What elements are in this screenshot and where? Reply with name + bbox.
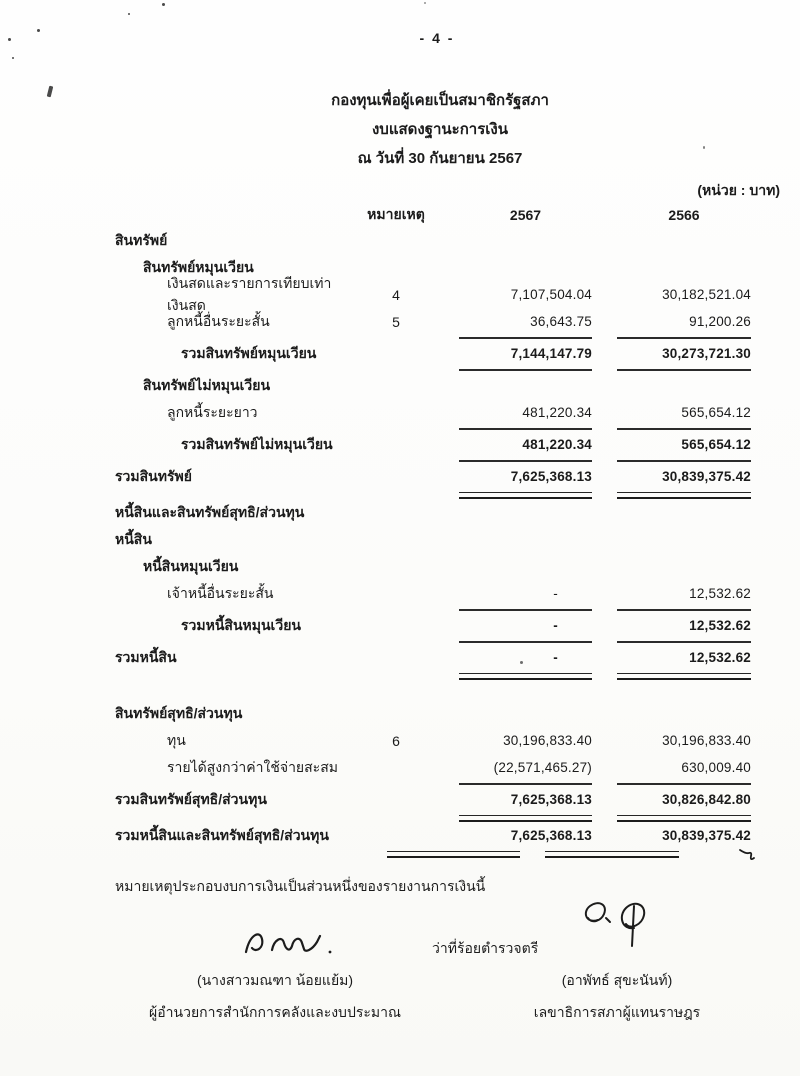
row-label: หนี้สินและสินทรัพย์สุทธิ/ส่วนทุน	[115, 503, 305, 520]
rule-line	[459, 783, 592, 785]
fund-name-title: กองทุนเพื่อผู้เคยเป็นสมาชิกรัฐสภา	[331, 92, 549, 109]
value-2566: 565,654.12	[681, 405, 751, 420]
row-label: สินทรัพย์ไม่หมุนเวียน	[143, 376, 271, 393]
row-label: รวมหนี้สินหมุนเวียน	[181, 616, 301, 633]
double-rule-line	[459, 815, 592, 822]
double-rule-row	[115, 671, 760, 680]
double-rule-line	[545, 851, 679, 858]
row-label: สินทรัพย์สุทธิ/ส่วนทุน	[115, 704, 243, 721]
column-header-row	[115, 203, 760, 227]
year-2566-column-header: 2566	[668, 207, 700, 223]
value-2567: 7,144,147.79	[510, 346, 592, 361]
table-row-total	[115, 612, 760, 639]
signer-pre-title: ว่าที่ร้อยตำรวจตรี	[432, 940, 539, 956]
value-2566: 30,839,375.42	[662, 469, 751, 484]
section-gap	[115, 680, 760, 700]
double-rule-line	[617, 492, 751, 499]
table-row	[115, 499, 760, 526]
value-2567: 481,220.34	[522, 405, 592, 420]
rule-line	[459, 641, 592, 643]
table-row	[115, 308, 760, 335]
note-ref: 5	[392, 313, 400, 330]
signature-right	[576, 898, 664, 964]
row-label: หนี้สินหมุนเวียน	[143, 557, 239, 574]
table-row	[115, 553, 760, 580]
row-label: รวมสินทรัพย์หมุนเวียน	[181, 344, 317, 361]
signer-name-left: (นางสาวมณฑา น้อยแย้ม)	[196, 972, 354, 988]
table-row	[115, 399, 760, 426]
row-label: รวมหนี้สินและสินทรัพย์สุทธิ/ส่วนทุน	[115, 826, 329, 843]
scan-speck	[8, 38, 11, 41]
statement-date: ณ วันที่ 30 กันยายน 2567	[357, 150, 523, 167]
row-label: รวมสินทรัพย์ไม่หมุนเวียน	[181, 435, 333, 452]
table-row-total	[115, 786, 760, 813]
page-number: - 4 -	[419, 30, 455, 46]
rule-line	[459, 369, 592, 371]
statement-title: งบแสดงฐานะการเงิน	[371, 121, 508, 138]
rule-line	[617, 460, 751, 462]
table-row-total	[115, 431, 760, 458]
rule-line	[459, 337, 592, 339]
rule-line	[617, 337, 751, 339]
table-row	[115, 700, 760, 727]
table-row	[115, 372, 760, 399]
scan-speck	[424, 2, 426, 4]
signer-role-right: เลขาธิการสภาผู้แทนราษฎร	[533, 1004, 701, 1020]
row-label: รายได้สูงกว่าค่าใช้จ่ายสะสม	[167, 758, 338, 775]
value-2567: 30,196,833.40	[503, 733, 592, 748]
value-2567: -	[553, 618, 558, 633]
double-rule-line	[459, 492, 592, 499]
signer-name-right: (อาพัทธ์ สุขะนันท์)	[561, 972, 673, 988]
table-row-total	[115, 644, 760, 671]
year-2567-column-header: 2567	[509, 207, 542, 223]
balance-sheet-table	[115, 203, 760, 858]
handwritten-tick-mark	[738, 844, 758, 864]
signature-left	[238, 922, 348, 964]
row-label: รวมสินทรัพย์	[115, 467, 192, 484]
value-2566: 630,009.40	[681, 760, 751, 775]
rule-line	[459, 460, 592, 462]
value-2567: 7,107,504.04	[510, 287, 592, 302]
rule-line	[617, 428, 751, 430]
double-rule-line	[617, 815, 751, 822]
row-label: เงินสดและรายการเทียบเท่าเงินสด	[167, 274, 332, 313]
rule-line	[617, 609, 751, 611]
rule-line	[459, 428, 592, 430]
notes-column-header: หมายเหตุ	[367, 206, 425, 222]
value-2566: 12,532.62	[689, 650, 751, 665]
double-rule-row	[115, 813, 760, 822]
notes-footnote: หมายเหตุประกอบงบการเงินเป็นส่วนหนึ่งของรายงานการเงินนี้	[115, 878, 486, 894]
value-2567: 7,625,368.13	[510, 828, 592, 843]
rule-line	[617, 641, 751, 643]
table-row	[115, 274, 760, 313]
value-2567: 481,220.34	[522, 437, 592, 452]
scan-speck	[37, 29, 40, 32]
double-rule-line	[459, 673, 592, 680]
double-rule-row	[115, 490, 760, 499]
double-rule-line	[617, 673, 751, 680]
table-row	[115, 227, 760, 254]
scan-speck	[128, 13, 130, 15]
value-2566: 30,196,833.40	[662, 733, 751, 748]
value-2567: 7,625,368.13	[510, 792, 592, 807]
value-2567: 7,625,368.13	[510, 469, 592, 484]
table-row-total	[115, 822, 760, 849]
row-label: หนี้สิน	[115, 530, 152, 547]
row-label: ลูกหนี้ระยะยาว	[167, 403, 258, 420]
row-label: สินทรัพย์	[115, 231, 168, 248]
table-row	[115, 754, 760, 781]
row-label: สินทรัพย์หมุนเวียน	[143, 258, 254, 275]
double-rule-row	[115, 849, 760, 858]
table-row-total	[115, 463, 760, 490]
scan-speck	[12, 57, 14, 59]
value-2566: 565,654.12	[681, 437, 751, 452]
signer-role-left: ผู้อำนวยการสำนักการคลังและงบประมาณ	[149, 1004, 401, 1020]
rule-line	[617, 783, 751, 785]
value-2567: -	[553, 586, 558, 601]
value-2566: 30,826,842.80	[662, 792, 751, 807]
value-2567: 36,643.75	[530, 314, 592, 329]
value-2566: 12,532.62	[689, 586, 751, 601]
row-label: รวมสินทรัพย์สุทธิ/ส่วนทุน	[115, 790, 267, 807]
rule-line	[459, 609, 592, 611]
table-row	[115, 727, 760, 754]
row-label: รวมหนี้สิน	[115, 648, 177, 665]
table-row-total	[115, 340, 760, 367]
row-label: เจ้าหนี้อื่นระยะสั้น	[167, 584, 274, 601]
value-2566: 12,532.62	[689, 618, 751, 633]
row-label: ลูกหนี้อื่นระยะสั้น	[167, 312, 270, 329]
value-2566: 91,200.26	[689, 314, 751, 329]
value-2567: (22,571,465.27)	[493, 760, 592, 775]
value-2566: 30,273,721.30	[662, 346, 751, 361]
value-2567: -	[553, 650, 558, 665]
double-rule-line	[387, 851, 520, 858]
value-2566: 30,839,375.42	[662, 828, 751, 843]
document-title-block	[40, 86, 800, 173]
rule-line	[617, 369, 751, 371]
row-label: ทุน	[167, 731, 186, 748]
note-ref: 6	[392, 732, 400, 749]
currency-unit-note: (หน่วย : บาท)	[697, 182, 780, 198]
scan-speck	[162, 3, 165, 6]
table-row	[115, 526, 760, 553]
table-row	[115, 580, 760, 607]
value-2566: 30,182,521.04	[662, 287, 751, 302]
note-ref: 4	[392, 286, 400, 303]
